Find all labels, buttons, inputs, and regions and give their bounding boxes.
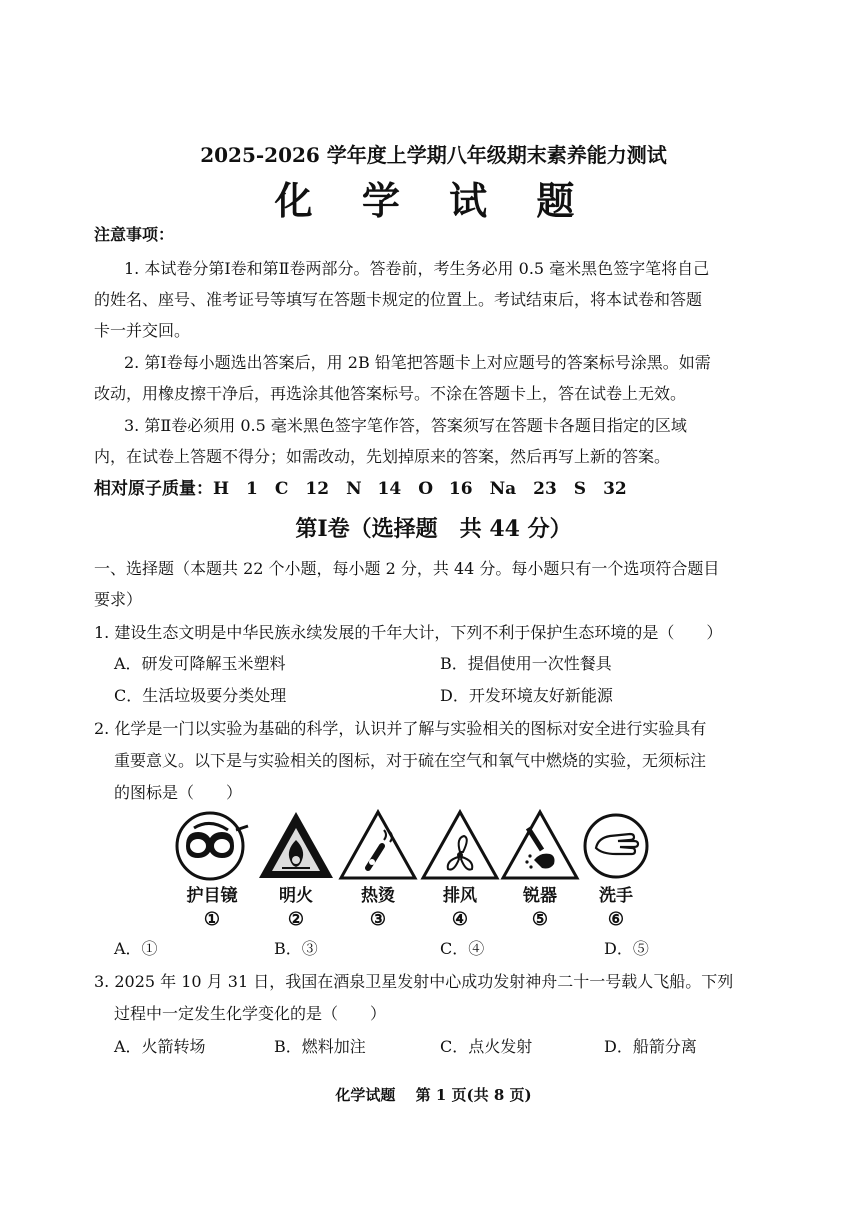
q1-stem: 1. 建设生态文明是中华民族永续发展的千年大计，下列不利于保护生态环境的是（ ）: [94, 623, 723, 642]
q2-option-a: A．①: [114, 939, 158, 958]
q3-option-b: B．燃料加注: [274, 1037, 366, 1056]
icon-label-goggles: 护目镜: [186, 886, 238, 906]
icon-label-hot-surface: 热烫: [361, 886, 395, 906]
q1-option-a: A．研发可降解玉米塑料: [114, 654, 286, 673]
q3-stem-line-2: 过程中一定发生化学变化的是（ ）: [114, 1004, 387, 1023]
q1-option-b: B．提倡使用一次性餐具: [440, 654, 612, 673]
section-1-title: 第Ⅰ卷（选择题 共 44 分）: [295, 516, 572, 542]
icon-number-1: ①: [203, 909, 221, 930]
q3-stem-line-1: 3. 2025 年 10 月 31 日，我国在酒泉卫星发射中心成功发射神舟二十一号载人飞船。下列: [94, 972, 734, 991]
open-flame-icon: [256, 808, 336, 882]
icon-number-5: ⑤: [531, 909, 549, 930]
q3-option-d: D．船箭分离: [604, 1037, 697, 1056]
page-footer: 化学试题 第 1 页(共 8 页): [335, 1086, 532, 1104]
section-1-instructions-line-2: 要求）: [94, 590, 143, 609]
notice-heading: 注意事项：: [94, 225, 175, 244]
wash-hands-icon: [576, 808, 656, 882]
q2-option-d: D．⑤: [604, 939, 649, 958]
notice-item-3-line-1: 3. 第Ⅱ卷必须用 0.5 毫米黑色签字笔作答，答案须写在答题卡各题目指定的区域: [124, 416, 687, 435]
notice-item-3-line-2: 内，在试卷上答题不得分；如需改动，先划掉原来的答案，然后再写上新的答案。: [94, 447, 671, 466]
exhaust-fan-icon: [420, 808, 500, 882]
icon-number-3: ③: [369, 909, 387, 930]
q3-option-a: A．火箭转场: [114, 1037, 206, 1056]
notice-item-1-line-1: 1. 本试卷分第Ⅰ卷和第Ⅱ卷两部分。答卷前，考生务必用 0.5 毫米黑色签字笔将自己: [124, 259, 710, 278]
atomic-masses: 相对原子质量：H 1 C 12 N 14 O 16 Na 23 S 32: [94, 479, 627, 499]
notice-item-2-line-2: 改动，用橡皮擦干净后，再选涂其他答案标号。不涂在答题卡上，答在试卷上无效。: [94, 384, 687, 403]
icon-number-6: ⑥: [607, 909, 625, 930]
icon-label-exhaust-fan: 排风: [443, 886, 477, 906]
q1-option-d: D．开发环境友好新能源: [440, 686, 613, 705]
hot-surface-icon: [338, 808, 418, 882]
q3-option-c: C．点火发射: [440, 1037, 533, 1056]
q2-stem-line-2: 重要意义。以下是与实验相关的图标，对于硫在空气和氧气中燃烧的实验，无须标注: [114, 751, 707, 770]
goggles-icon: [172, 808, 252, 882]
q2-option-c: C．④: [440, 939, 485, 958]
notice-item-1-line-2: 的姓名、座号、准考证号等填写在答题卡规定的位置上。考试结束后，将本试卷和答题: [94, 290, 703, 309]
icon-label-wash-hands: 洗手: [599, 886, 633, 906]
exam-title: 化 学 试 题: [274, 178, 593, 223]
icon-number-4: ④: [451, 909, 469, 930]
q2-option-b: B．③: [274, 939, 318, 958]
q2-stem-line-1: 2. 化学是一门以实验为基础的科学，认识并了解与实验相关的图标对安全进行实验具有: [94, 719, 707, 738]
q1-option-c: C．生活垃圾要分类处理: [114, 686, 287, 705]
sharp-object-icon: [500, 808, 580, 882]
notice-item-2-line-1: 2. 第Ⅰ卷每小题选出答案后，用 2B 铅笔把答题卡上对应题号的答案标号涂黑。如需: [124, 353, 711, 372]
exam-subtitle: 2025-2026 学年度上学期八年级期末素养能力测试: [200, 143, 667, 167]
q2-stem-line-3: 的图标是（ ）: [114, 783, 243, 802]
icon-label-sharp-object: 锐器: [523, 886, 557, 906]
section-1-instructions-line-1: 一、选择题（本题共 22 个小题，每小题 2 分，共 44 分。每小题只有一个选项符合题目: [94, 559, 720, 578]
icon-label-open-flame: 明火: [279, 886, 313, 906]
icon-number-2: ②: [287, 909, 305, 930]
notice-item-1-line-3: 卡一并交回。: [94, 321, 191, 340]
